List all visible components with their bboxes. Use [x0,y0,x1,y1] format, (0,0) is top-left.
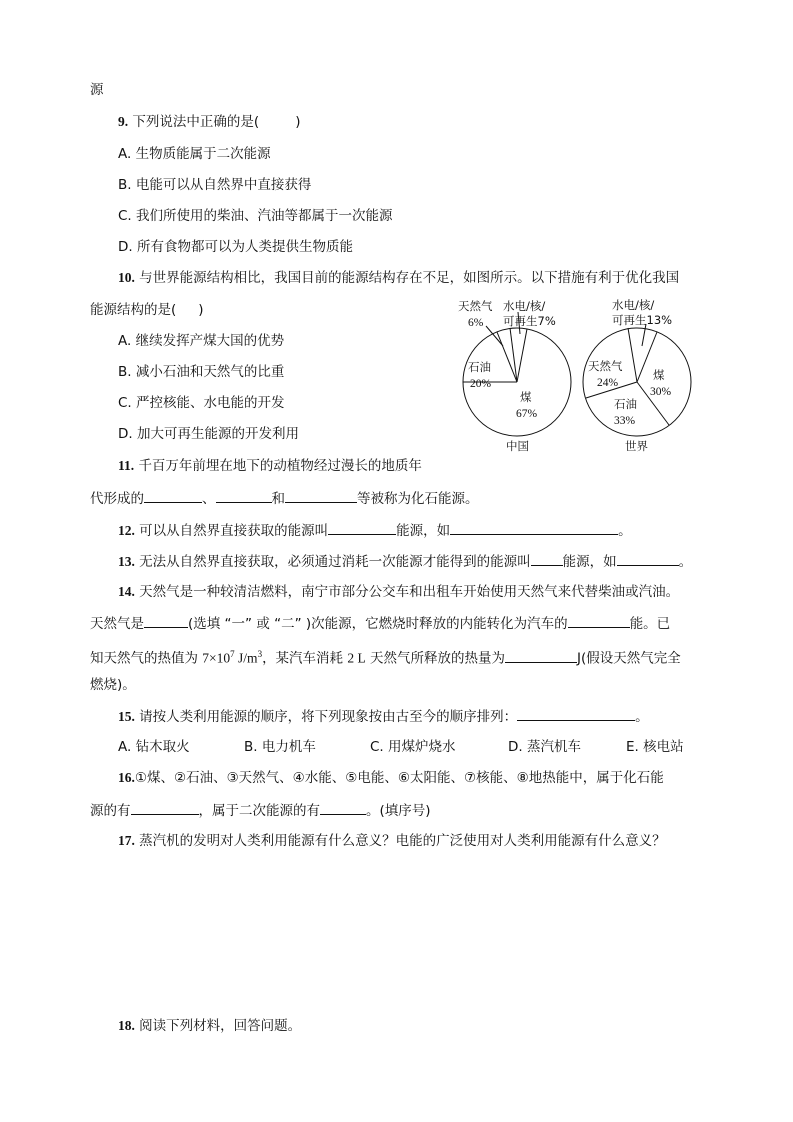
fill-blank-1[interactable] [517,706,635,721]
pie-china-title: 中国 [506,439,529,453]
text: 可以从自然界直接获取的能源叫 [139,523,329,539]
question-number: 13. [118,554,135,569]
option-b: B. 减小石油和天然气的比重 [118,364,285,380]
question-17 [118,831,666,851]
text: 。(填序号) [366,803,431,819]
question-stem: 请按人类利用能源的顺序，将下列现象按由古至今的顺序排列： [139,709,518,725]
option-a: A. 生物质能属于二次能源 [118,146,271,162]
label-oil: 石油 [468,360,491,374]
text: (选填 “一” 或 “二” )次能源，它燃烧时释放的内能转化为汽车的 [188,616,568,632]
question-11 [118,456,422,476]
label-renewable-line1: 水电/核/ [612,298,655,312]
text: 能源，如 [396,523,451,539]
fill-blank-2[interactable] [450,520,618,535]
question-stem: 下列说法中正确的是( [132,114,260,130]
option-b: B. 电力机车 [244,739,316,755]
fill-blank-1[interactable] [144,488,202,503]
value-coal: 30% [650,386,672,398]
question-13 [118,551,692,572]
text: 源的有 [90,803,131,819]
option-d: D. 加大可再生能源的开发利用 [118,426,299,442]
value-gas: 6% [468,317,484,329]
fill-blank-1[interactable] [144,613,188,628]
gas-amount: 2 L [347,650,366,666]
leader-line-renewable [642,324,646,346]
value-gas: 24% [597,377,619,389]
value-coal: 67% [516,408,538,420]
question-9 [118,112,300,132]
fill-blank-2[interactable] [320,800,366,815]
question-stem: 千百万年前埋在地下的动植物经过漫长的地质年 [138,458,422,474]
label-gas: 天然气 [588,359,623,373]
pie-world [583,298,691,453]
text: 和 [271,491,285,507]
text: 。 [678,554,693,570]
heat-value-exponent: 7 [230,649,235,659]
pie-world-title: 世界 [625,439,648,453]
text: 。 [618,523,632,539]
continued-text-fragment: 源 [90,82,104,98]
question-14-line3 [90,644,681,669]
option-c: C. 用煤炉烧水 [370,739,456,755]
value-oil: 33% [614,415,636,427]
answer-paren-close: ) [198,302,204,318]
question-14-line2 [90,613,670,634]
slice-border-gas-renewable [628,328,637,382]
question-number: 12. [118,523,135,538]
label-coal: 煤 [653,368,665,382]
option-b: B. 电能可以从自然界中直接获得 [118,177,312,193]
label-coal: 煤 [520,390,532,404]
label-gas: 天然气 [458,299,493,313]
question-number: 9. [118,114,129,129]
question-10-line2 [90,300,204,320]
heat-value-unit: J/m [234,650,258,666]
fill-blank-3[interactable] [505,648,577,663]
fill-blank-3[interactable] [285,488,357,503]
unit-exponent: 3 [257,649,263,659]
question-number: 10. [118,270,135,285]
text: 等被称为化石能源。 [357,491,479,507]
option-c: C. 我们所使用的柴油、汽油等都属于一次能源 [118,208,393,224]
label-oil: 石油 [614,397,637,411]
option-d: D. 所有食物都可以为人类提供生物质能 [118,239,353,255]
question-number: 18. [118,1018,135,1033]
question-stem: ①煤、②石油、③天然气、④水能、⑤电能、⑥太阳能、⑦核能、⑧地热能中，属于化石能 [134,770,664,786]
question-number: 15. [118,709,135,724]
pie-china [458,299,571,453]
question-stem-cont: 能源结构的是( [90,302,177,318]
question-12 [118,520,632,541]
question-number: 11. [118,458,135,473]
option-a: A. 继续发挥产煤大国的优势 [118,333,285,349]
option-d: D. 蒸汽机车 [508,739,581,755]
question-10 [118,268,679,288]
text: 。 [635,709,649,725]
option-e: E. 核电站 [626,739,684,755]
option-c: C. 严控核能、水电能的开发 [118,395,285,411]
fill-blank-1[interactable] [531,551,563,566]
text: 能。已 [629,616,671,632]
question-number: 14. [118,584,135,599]
text: 无法从自然界直接获取，必须通过消耗一次能源才能得到的能源叫 [139,554,531,570]
text: J(假设天然气完全 [577,650,681,667]
text: 、 [202,491,216,507]
fill-blank-2[interactable] [568,613,630,628]
label-renewable-line1: 水电/核/ [503,299,546,313]
question-11-line2 [90,488,479,509]
value-oil: 20% [470,378,492,390]
question-stem: 与世界能源结构相比，我国目前的能源结构存在不足，如图所示。以下措施有利于优化我国 [139,270,680,286]
label-renewable-line2: 可再生7% [503,314,556,328]
question-stem: 蒸汽机的发明对人类利用能源有什么意义？电能的广泛使用对人类利用能源有什么意义？ [139,833,666,849]
question-18 [118,1016,301,1036]
label-renewable-line2: 可再生13% [612,313,673,327]
question-stem: 天然气是一种较清洁燃料，南宁市部分公交车和出租车开始使用天然气来代替柴油或汽油。 [139,584,680,600]
text: ，属于二次能源的有 [198,803,320,819]
slice-border-renewable-coal [517,329,527,382]
fill-blank-1[interactable] [328,520,396,535]
fill-blank-1[interactable] [131,800,199,815]
question-16 [118,768,664,788]
question-14-line4: 燃烧)。 [90,677,136,693]
fill-blank-2[interactable] [216,488,272,503]
text: 知天然气的热值为 [90,650,203,667]
question-15 [118,706,649,727]
question-number: 17. [118,833,135,848]
fill-blank-2[interactable] [617,551,679,566]
question-stem: 阅读下列材料，回答问题。 [139,1018,302,1034]
heat-value: 7×10 [202,650,231,666]
question-14 [118,582,679,602]
question-16-line2 [90,800,431,821]
question-number: 16. [118,770,135,785]
text: 天然气所释放的热量为 [365,650,506,667]
text: 代形成的 [90,491,144,507]
energy-structure-pie-charts [450,290,720,460]
text: ，某汽车消耗 [262,650,348,667]
option-a: A. 钻木取火 [118,739,190,755]
answer-paren-close: ) [295,114,301,130]
text: 天然气是 [90,616,144,632]
text: 能源，如 [562,554,617,570]
